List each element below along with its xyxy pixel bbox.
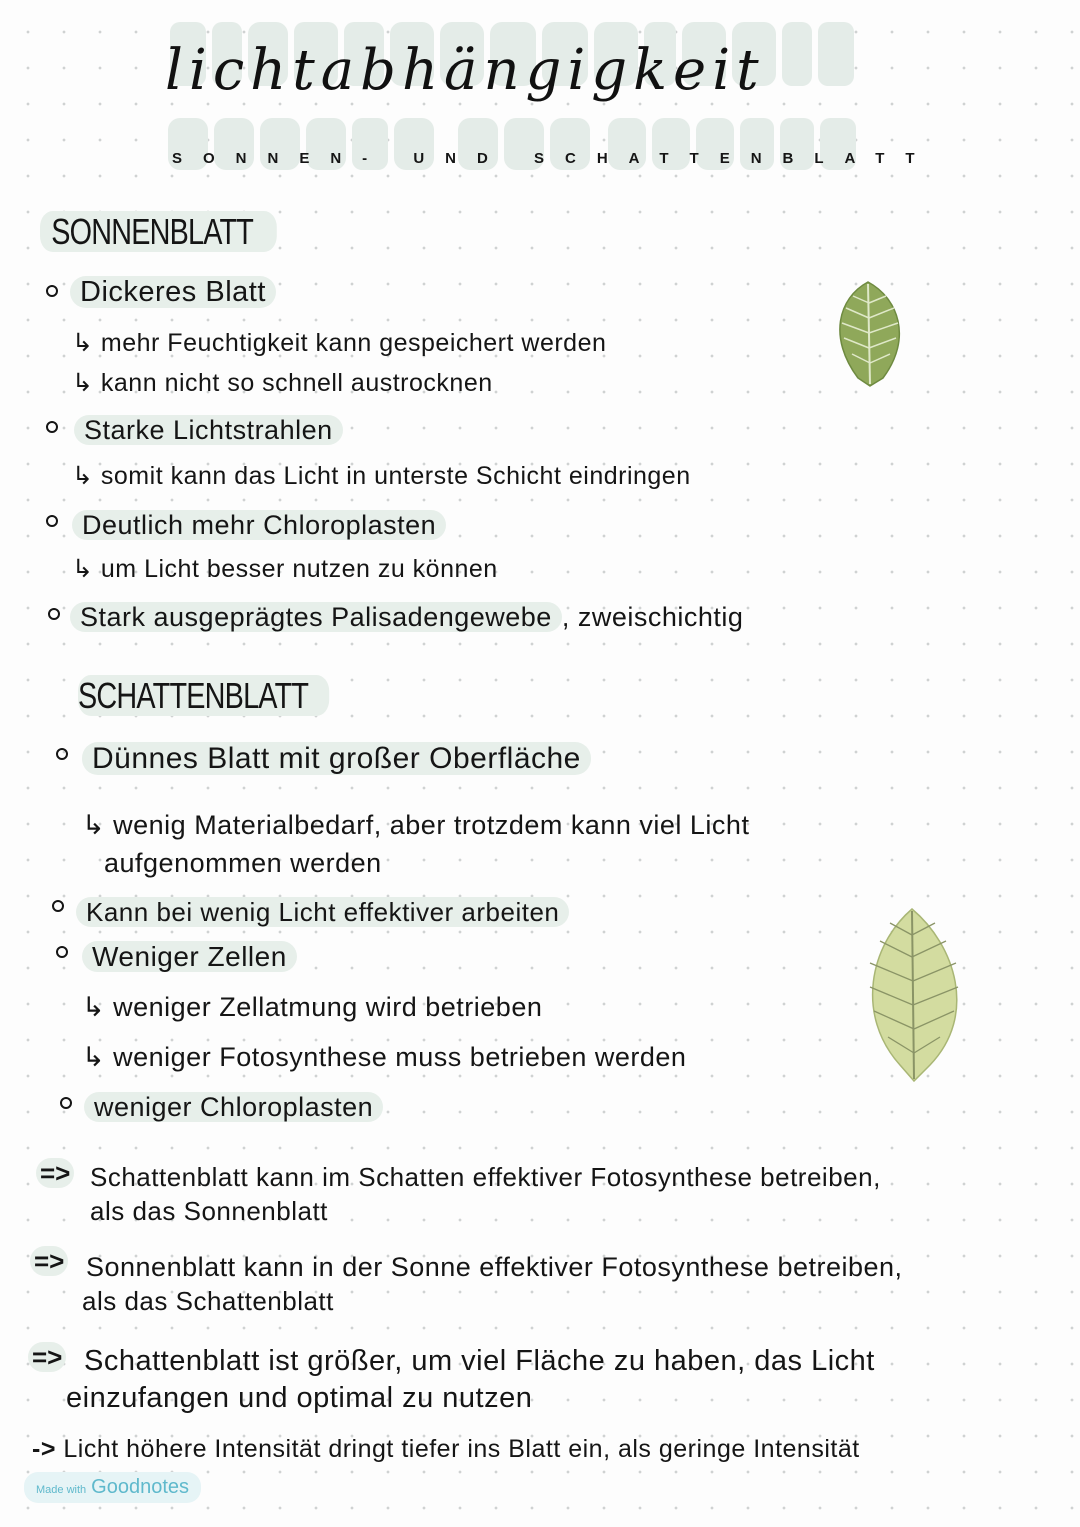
list-item: Dünnes Blatt mit großer Oberfläche [92, 742, 591, 776]
bullet-icon [46, 285, 58, 297]
list-item: Deutlich mehr Chloroplasten [82, 508, 446, 542]
sub-arrow-icon: ↳ [82, 1042, 106, 1072]
subtitle: SONNEN- UND SCHATTENBLATT [172, 150, 936, 167]
section-heading-sonnenblatt: SONNENBLATT [48, 210, 277, 254]
page-title: lichtabhängigkeit [165, 38, 765, 103]
list-item: Dickeres Blatt [80, 275, 276, 309]
conclusion-text: Schattenblatt kann im Schatten effektiver Fotosynthese betreiben, [90, 1162, 881, 1192]
bullet-icon [48, 608, 60, 620]
goodnotes-badge: Made with Goodnotes [24, 1472, 201, 1503]
sub-item: ↳ weniger Zellatmung wird betrieben [82, 992, 543, 1022]
sub-arrow-icon: ↳ [82, 992, 106, 1022]
conclusion-arrow-icon: => [28, 1342, 66, 1373]
sub-item: ↳ um Licht besser nutzen zu können [72, 555, 498, 583]
list-item: weniger Chloroplasten [94, 1090, 383, 1124]
sub-arrow-icon: ↳ [72, 329, 94, 357]
bullet-icon [56, 748, 68, 760]
conclusion-text: als das Sonnenblatt [90, 1196, 328, 1226]
note-arrow-icon: -> [32, 1435, 56, 1463]
bullet-icon [60, 1097, 72, 1109]
conclusion-text: Sonnenblatt kann in der Sonne effektiver Fotosynthese betreiben, [86, 1252, 903, 1282]
bullet-icon [56, 946, 68, 958]
sub-arrow-icon: ↳ [72, 462, 94, 490]
list-item: Kann bei wenig Licht effektiver arbeiten [86, 895, 569, 929]
bullet-icon [46, 421, 58, 433]
bullet-icon [46, 515, 58, 527]
list-item: Stark ausgeprägtes Palisadengewebe , zweischichtig [80, 600, 743, 634]
note: -> Licht höhere Intensität dringt tiefer ins Blatt ein, als geringe Intensität [32, 1435, 860, 1463]
sub-item: ↳ somit kann das Licht in unterste Schicht eindringen [72, 462, 691, 490]
sub-item: ↳ weniger Fotosynthese muss betrieben werden [82, 1042, 687, 1072]
shade-leaf-icon [860, 905, 970, 1085]
conclusion-text: als das Schattenblatt [82, 1286, 334, 1316]
conclusion-text: einzufangen und optimal zu nutzen [66, 1382, 533, 1414]
sub-item-continued: aufgenommen werden [104, 848, 382, 878]
bullet-icon [52, 900, 64, 912]
sub-arrow-icon: ↳ [82, 810, 106, 840]
sun-leaf-icon [828, 278, 910, 388]
sub-item: ↳ mehr Feuchtigkeit kann gespeichert werden [72, 329, 607, 357]
section-heading-schattenblatt: SCHATTENBLATT [78, 674, 329, 718]
sub-arrow-icon: ↳ [72, 369, 94, 397]
sub-item: ↳ kann nicht so schnell austrocknen [72, 369, 493, 397]
list-item: Starke Lichtstrahlen [84, 413, 343, 447]
conclusion-text: Schattenblatt ist größer, um viel Fläche zu haben, das Licht [84, 1345, 875, 1377]
sub-arrow-icon: ↳ [72, 555, 94, 583]
list-item: Weniger Zellen [92, 940, 297, 974]
conclusion-arrow-icon: => [30, 1246, 68, 1277]
sub-item: ↳ wenig Materialbedarf, aber trotzdem kann viel Licht [82, 810, 750, 840]
conclusion-arrow-icon: => [36, 1158, 74, 1189]
